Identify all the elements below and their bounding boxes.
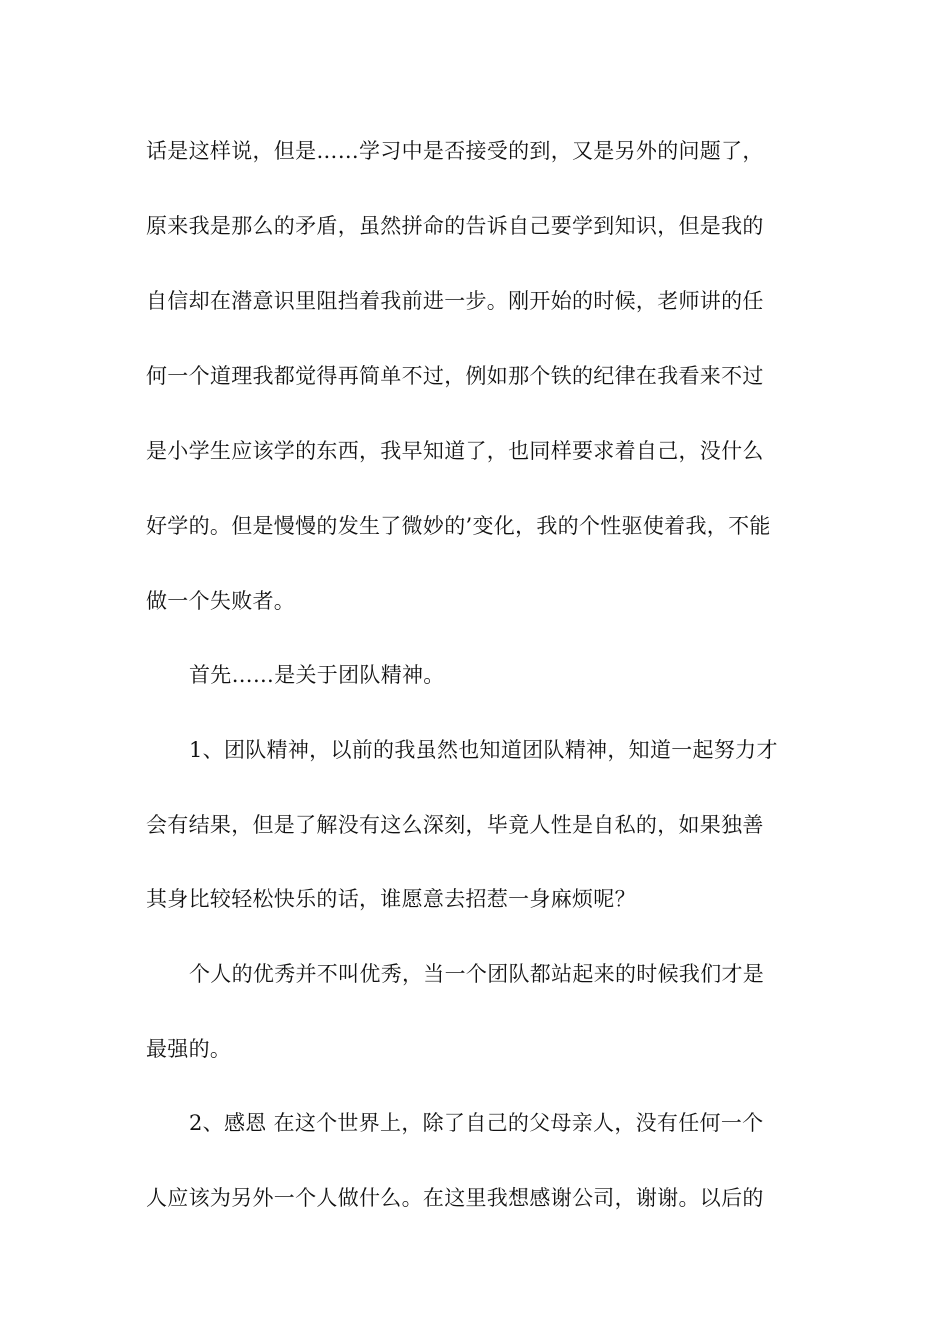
text-line: 2、感恩 在这个世界上，除了自己的父母亲人，没有任何一个 bbox=[189, 1111, 764, 1135]
text-line: 是小学生应该学的东西，我早知道了，也同样要求着自己，没什么 bbox=[146, 439, 764, 463]
text-line: 原来我是那么的矛盾，虽然拼命的告诉自己要学到知识，但是我的 bbox=[146, 214, 764, 238]
text-line: 人应该为另外一个人做什么。在这里我想感谢公司，谢谢。以后的 bbox=[146, 1186, 764, 1210]
text-line: 会有结果，但是了解没有这么深刻，毕竟人性是自私的，如果独善 bbox=[146, 813, 764, 837]
text-line: 其身比较轻松快乐的话，谁愿意去招惹一身麻烦呢？ bbox=[146, 887, 636, 911]
text-line: 首先……是关于团队精神。 bbox=[189, 663, 445, 687]
text-line: 最强的。 bbox=[146, 1037, 232, 1061]
text-line: 1、团队精神，以前的我虽然也知道团队精神，知道一起努力才 bbox=[189, 738, 778, 762]
text-line: 何一个道理我都觉得再简单不过，例如那个铁的纪律在我看来不过 bbox=[146, 364, 764, 388]
text-line: 做一个失败者。 bbox=[146, 589, 296, 613]
text-line: 好学的。但是慢慢的发生了微妙的’变化，我的个性驱使着我，不能 bbox=[146, 514, 771, 538]
text-line: 个人的优秀并不叫优秀，当一个团队都站起来的时候我们才是 bbox=[189, 962, 765, 986]
text-line: 话是这样说，但是……学习中是否接受的到，又是另外的问题了， bbox=[146, 139, 764, 163]
text-line: 自信却在潜意识里阻挡着我前进一步。刚开始的时候，老师讲的任 bbox=[146, 289, 764, 313]
